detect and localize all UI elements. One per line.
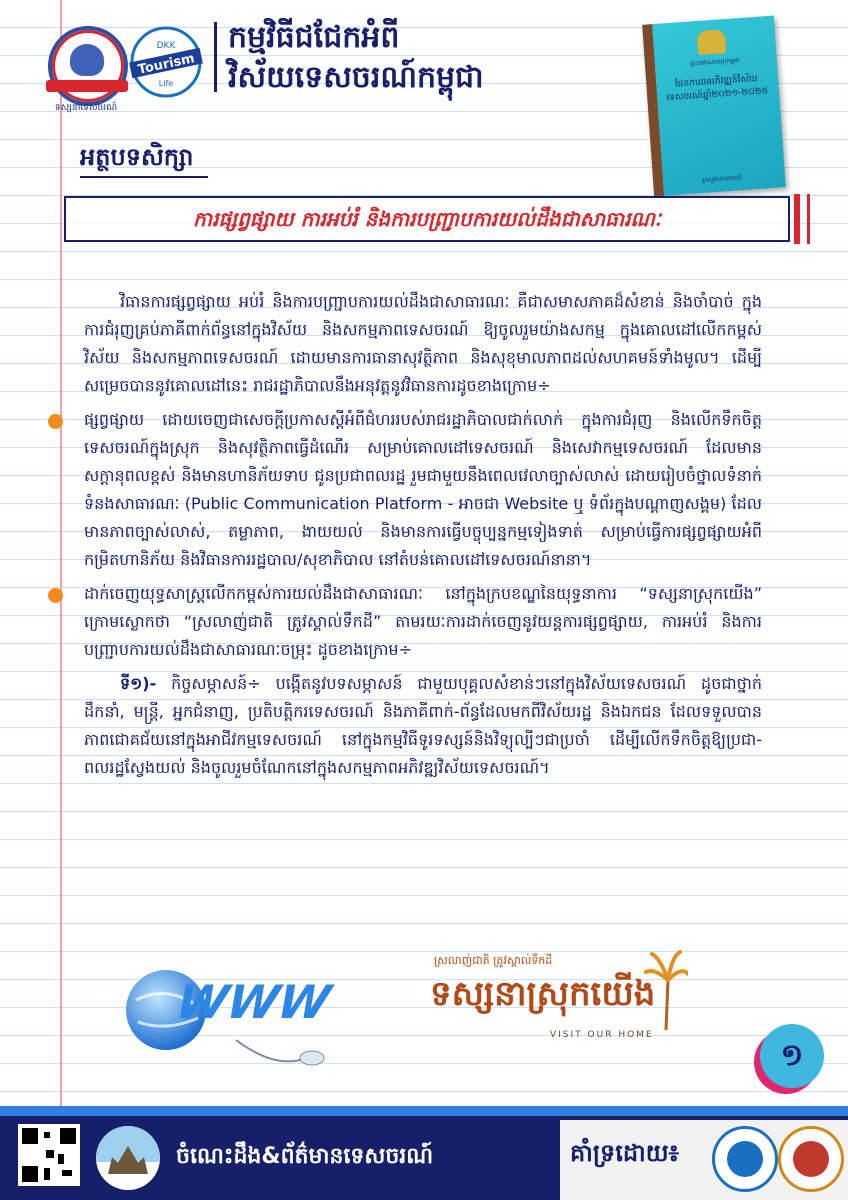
program-title: [228, 18, 484, 98]
program-title-line1: កម្មវិធីជជែកអំពី: [228, 20, 400, 55]
footer-accent-band: [0, 1106, 848, 1116]
master-plan-book-cover: [642, 16, 786, 197]
campaign-english: VISIT OUR HOME: [550, 1030, 654, 1040]
item-1-text: កិច្ចសម្ភាសន៍÷ បង្កើតនូវបទសម្ភាសន៍ ជាមួយបុគ្គលសំខាន់ៗនៅក្នុងវិស័យទេសចរណ៍ ដូចជាថ្នាក់ដឹកនាំ, មន្ត្រី, អ្នកជំនាញ, ប្រតិបត្តិករទេសចរណ៍ និងភាគីពាក់-ព័ន្ធដែលមកពីវិស័យរដ្ឋ និងឯកជន ដែលទទួលបានភាពជោគជ័យនៅក្នុងអាជីវកម្មទេសចរណ៍ នៅក្នុងកម្មវិធីទូរទស្សន៍និងវិទ្យុល្បីៗជាប្រចាំ ដើម្បីលើកទឹកចិត្តឱ្យប្រជា-ពលរដ្ឋស្វែងយល់ និងចូលរួមចំណែកនៅក្នុងសកម្មភាពអភិវឌ្ឍវិស័យទេសចរណ៍។: [84, 674, 762, 777]
www-globe-illustration: [126, 960, 366, 1080]
logo-caption: ទស្សនាទេសចរណ៍: [54, 103, 118, 113]
ministry-seal-icon: [712, 1126, 778, 1192]
faces-icon: [70, 44, 104, 76]
partner-seal-icon: [778, 1126, 844, 1192]
footer: [0, 1106, 848, 1200]
bullet-item: [84, 406, 762, 574]
section-underline: [80, 176, 208, 178]
page-number: ១: [780, 1038, 804, 1073]
support-section: [560, 1120, 848, 1200]
banner-accent-bar: [794, 194, 800, 244]
campaign-slogan: ស្រលាញ់ជាតិ ត្រូវស្គាល់ទឹកដី: [434, 954, 553, 967]
bullet-dot-icon: [48, 414, 63, 429]
article-title: ការផ្សព្វផ្សាយ ការអប់រំ និងការបញ្ជ្រាបការយល់ដឹងជាសាធារណៈ: [193, 207, 661, 231]
article-body: [84, 288, 762, 788]
royal-emblem-icon: [697, 29, 727, 55]
book-footer: ក្រសួងទេសចរណ៍: [702, 174, 743, 184]
program-title-line2: វិស័យទេសចរណ៍កម្ពុជា: [228, 60, 484, 95]
support-label: គាំទ្រដោយ៖: [570, 1139, 680, 1167]
organization-logo: [48, 26, 128, 106]
bullet-dot-icon: [48, 588, 63, 603]
bullet-item: [84, 580, 762, 664]
banner-accent-bar-thin: [807, 194, 810, 244]
temple-logo: [96, 1126, 160, 1190]
book-title: ផែនការមេអភិវឌ្ឍន៍វិស័យទេសចរណ៍ឆ្នាំ២០២១-២០២៥: [666, 73, 769, 104]
bullet-text-1: ផ្សព្វផ្សាយ ដោយចេញជាសេចក្តីប្រកាសស្តីអំពីជំហររបស់រាជរដ្ឋាភិបាលជាក់លាក់ ក្នុងការជំរុញ និងលើកទឹកចិត្តទេសចរណ៍ក្នុងស្រុក និងសុវត្ថិភាពធ្វើដំណើរ សម្រាប់គោលដៅទេសចរណ៍ និងសេវាកម្មទេសចរណ៍ ដែលមានសក្តានុពលខ្ពស់ និងមានហានិភ័យទាប ជូនប្រជាពលរដ្ឋ រួមជាមួយនឹងពេលវេលាច្បាស់លាស់ ដោយរៀបចំថ្នាលទំនាក់ទំនងសាធារណៈ (Public Communication Platform - អាចជា Website ឬ ទំព័រក្នុងបណ្តាញសង្គម) ដែលមានភាពច្បាស់លាស់, តម្លាភាព, ងាយយល់ និងមានការធ្វើបច្ចុប្បន្នកម្មទៀងទាត់ សម្រាប់ធ្វើការផ្សព្វផ្សាយអំពីកម្រិតហានិភ័យ និងវិធានការរដ្ឋបាល/សុខាភិបាល នៅតំបន់គោលដៅទេសចរណ៍នានា។: [84, 410, 762, 569]
footer-info-text: ចំណេះដឹង&ព័ត៌មានទេសចរណ៍: [176, 1144, 434, 1169]
visit-our-home-logo: [430, 950, 690, 1050]
mouse-icon: [300, 1051, 324, 1065]
tourism-logo-word: Tourism: [136, 51, 196, 78]
numbered-item-1: [84, 670, 762, 782]
logo-ribbon: [46, 80, 128, 92]
article-title-banner: [64, 196, 790, 242]
tourism-logo-bottom: Life: [158, 79, 174, 88]
palm-tree-icon: [644, 950, 688, 1030]
tourism-logo: [126, 22, 206, 102]
item-1-label: ទី១)-: [120, 674, 157, 693]
qr-code-icon[interactable]: [18, 1124, 80, 1186]
bullet-text-2: ដាក់ចេញយុទ្ធសាស្ត្រលើកកម្ពស់ការយល់ដឹងជាសាធារណៈ នៅក្នុងក្របខណ្ឌនៃយុទ្ធនាការ “ទស្សនាស្រុកយើង” ក្រោមស្លោកថា “ស្រលាញ់ជាតិ ត្រូវស្គាល់ទឹកដី” តាមរយៈការដាក់ចេញនូវយន្តការផ្សព្វផ្សាយ, ការអប់រំ និងការបញ្ជ្រាបការយល់ដឹងជាសាធារណៈចម្រុះ ដូចខាងក្រោម÷: [84, 584, 762, 659]
campaign-title: ទស្សនាស្រុកយើង: [430, 974, 656, 1014]
tourism-logo-top: DKK: [156, 41, 176, 51]
www-text: WWW: [171, 975, 335, 1029]
section-label: អត្ថបទសិក្សា: [80, 143, 194, 171]
intro-paragraph: វិធានការផ្សព្វផ្សាយ អប់រំ និងការបញ្ជ្រាបការយល់ដឹងជាសាធារណៈ គឺជាសមាសភាគដ៏សំខាន់ និងចាំបាច់ ក្នុងការជំរុញគ្រប់ភាគីពាក់ព័ន្ធនៅក្នុងវិស័យ និងសកម្មភាពទេសចរណ៍ ឱ្យចូលរួមយ៉ាងសកម្ម ក្នុងគោលដៅលើកកម្ពស់វិស័យ និងសកម្មភាពទេសចរណ៍ ដោយមានការធានាសុវត្ថិភាព និងសុខុមាលភាពដល់សហគមន៍ទាំងមូល។ ដើម្បីសម្រេចបាននូវគោលដៅនេះ រាជរដ្ឋាភិបាលនឹងអនុវត្តនូវវិធានការដូចខាងក្រោម÷: [84, 292, 762, 395]
header: [0, 0, 848, 184]
page-number-badge: [760, 1024, 824, 1088]
book-top-text: ព្រះរាជាណាចក្រកម្ពុជា: [689, 57, 740, 68]
header-divider: [214, 22, 217, 92]
